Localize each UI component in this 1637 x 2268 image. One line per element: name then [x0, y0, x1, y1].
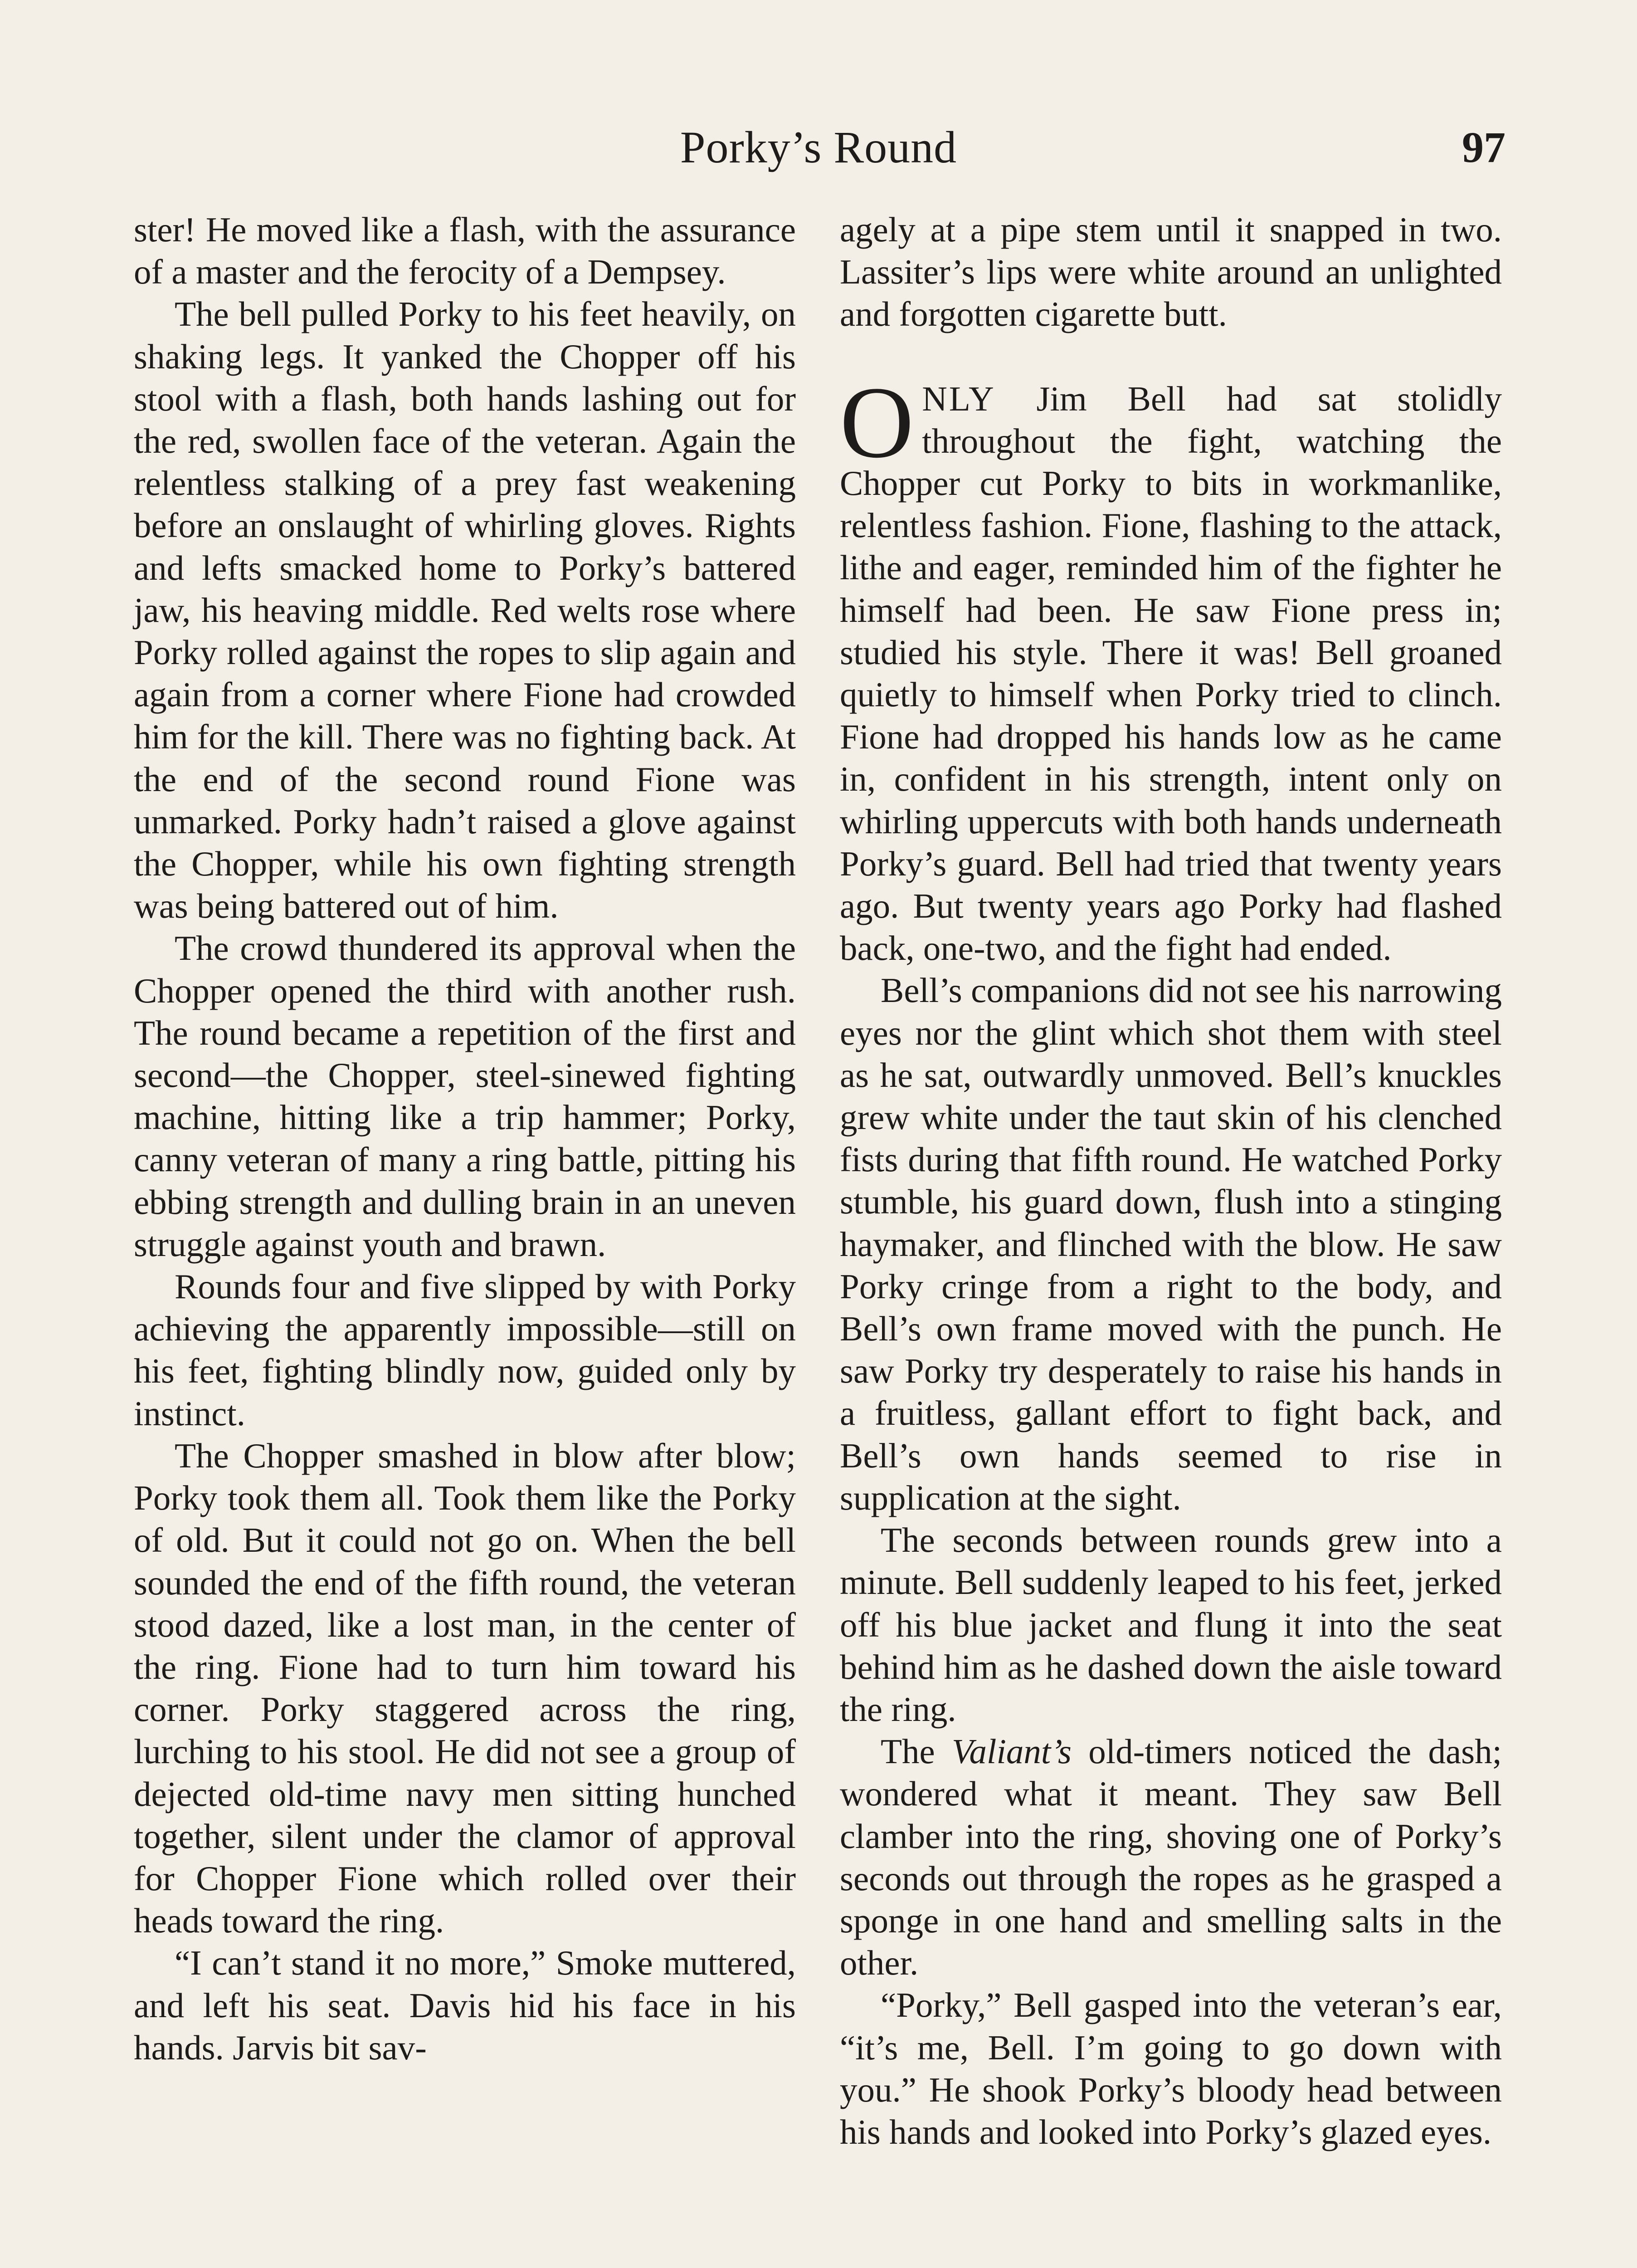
paragraph: “I can’t stand it no more,” Smoke muttered, and left his seat. Davis hid his face in his hands. Jarvis bit sav-	[134, 1943, 796, 2067]
section-opening-paragraph	[840, 365, 1502, 970]
paragraph: Bell’s companions did not see his narrowing eyes nor the glint which shot them with steel as he sat, outwardly unmoved. Bell’s knuckles grew white under the taut skin of his clenched fists during that fifth round. He watched Porky stumble, his guard down, flush into a stinging haymaker, and flinched with the blow. He saw Porky cringe from a right to the body, and Bell’s own frame moved with the punch. He saw Porky try desperately to raise his hands in a fruitless, gallant effort to fight back, and Bell’s own hands seemed to rise in supplication at the sight.	[840, 971, 1502, 1517]
paragraph: The seconds between rounds grew into a minute. Bell suddenly leaped to his feet, jerked off his blue jacket and flung it into the seat behind him as he dashed down the aisle toward the ring.	[840, 1520, 1502, 1729]
drop-cap: O	[840, 365, 914, 479]
page-number: 97	[1462, 123, 1505, 171]
small-caps-lead: NLY	[922, 379, 996, 418]
paragraph: The crowd thundered its approval when the Chopper opened the third with another rush. The round became a repetition of the first and second—the Chopper, steel-sinewed fighting machine, hitting like a trip hammer; Porky, canny veteran of many a ring battle, pitting his ebbing strength and dulling brain in an uneven struggle against youth and brawn.	[134, 929, 796, 1264]
ship-name: Valiant’s	[952, 1732, 1072, 1771]
paragraph-text: The	[881, 1732, 952, 1771]
page-header	[0, 113, 1637, 181]
paragraph: agely at a pipe stem until it snapped in two. Lassiter’s lips were white around an unlighted and forgotten cigarette butt.	[840, 210, 1502, 334]
section-text: Jim Bell had sat stolidly throughout the fight, watching the Chopper cut Porky to bits in workmanlike, relentless fashion. Fione, flashing to the attack, lithe and eager, reminded him of the fighter he himself had been. He saw Fione press in; studied his style. There it was! Bell groaned quietly to himself when Porky tried to clinch. Fione had dropped his hands low as he came in, confident in his strength, intent only on whirling uppercuts with both hands underneath Porky’s guard. Bell had tried that twenty years ago. But twenty years ago Porky had flashed back, one-two, and the fight had ended.	[840, 379, 1502, 968]
paragraph-text: old-timers noticed the dash; wondered what it meant. They saw Bell clamber into the ring, shoving one of Porky’s seconds out through the ropes as he grasped a sponge in one hand and smelling salts in the other.	[840, 1732, 1502, 1983]
running-title: Porky’s Round	[680, 122, 957, 172]
paragraph: Rounds four and five slipped by with Porky achieving the apparently impossible—still on his feet, fighting blindly now, guided only by instinct.	[134, 1267, 796, 1433]
right-column	[840, 209, 1502, 2153]
paragraph: ster! He moved like a flash, with the assurance of a master and the ferocity of a Dempsey.	[134, 210, 796, 292]
paragraph	[840, 1730, 1502, 1984]
paragraph: “Porky,” Bell gasped into the veteran’s ear, “it’s me, Bell. I’m going to go down with you.” He shook Porky’s bloody head between his hands and looked into Porky’s glazed eyes.	[840, 1985, 1502, 2151]
left-column	[134, 209, 796, 2069]
paragraph: The Chopper smashed in blow after blow; Porky took them all. Took them like the Porky of old. But it could not go on. When the bell sounded the end of the fifth round, the veteran stood dazed, like a lost man, in the center of the ring. Fione had to turn him toward his corner. Porky staggered across the ring, lurching to his stool. He did not see a group of dejected old-time navy men sitting hunched together, silent under the clamor of approval for Chopper Fione which rolled over their heads toward the ring.	[134, 1436, 796, 1941]
paragraph: The bell pulled Porky to his feet heavily, on shaking legs. It yanked the Chopper off his stool with a flash, both hands lashing out for the red, swollen face of the veteran. Again the relentless stalking of a prey fast weakening before an onslaught of whirling gloves. Rights and lefts smacked home to Porky’s battered jaw, his heaving middle. Red welts rose where Porky rolled against the ropes to slip again and again from a corner where Fione had crowded him for the kill. There was no fighting back. At the end of the second round Fione was unmarked. Porky hadn’t raised a glove against the Chopper, while his own fighting strength was being battered out of him.	[134, 294, 796, 926]
